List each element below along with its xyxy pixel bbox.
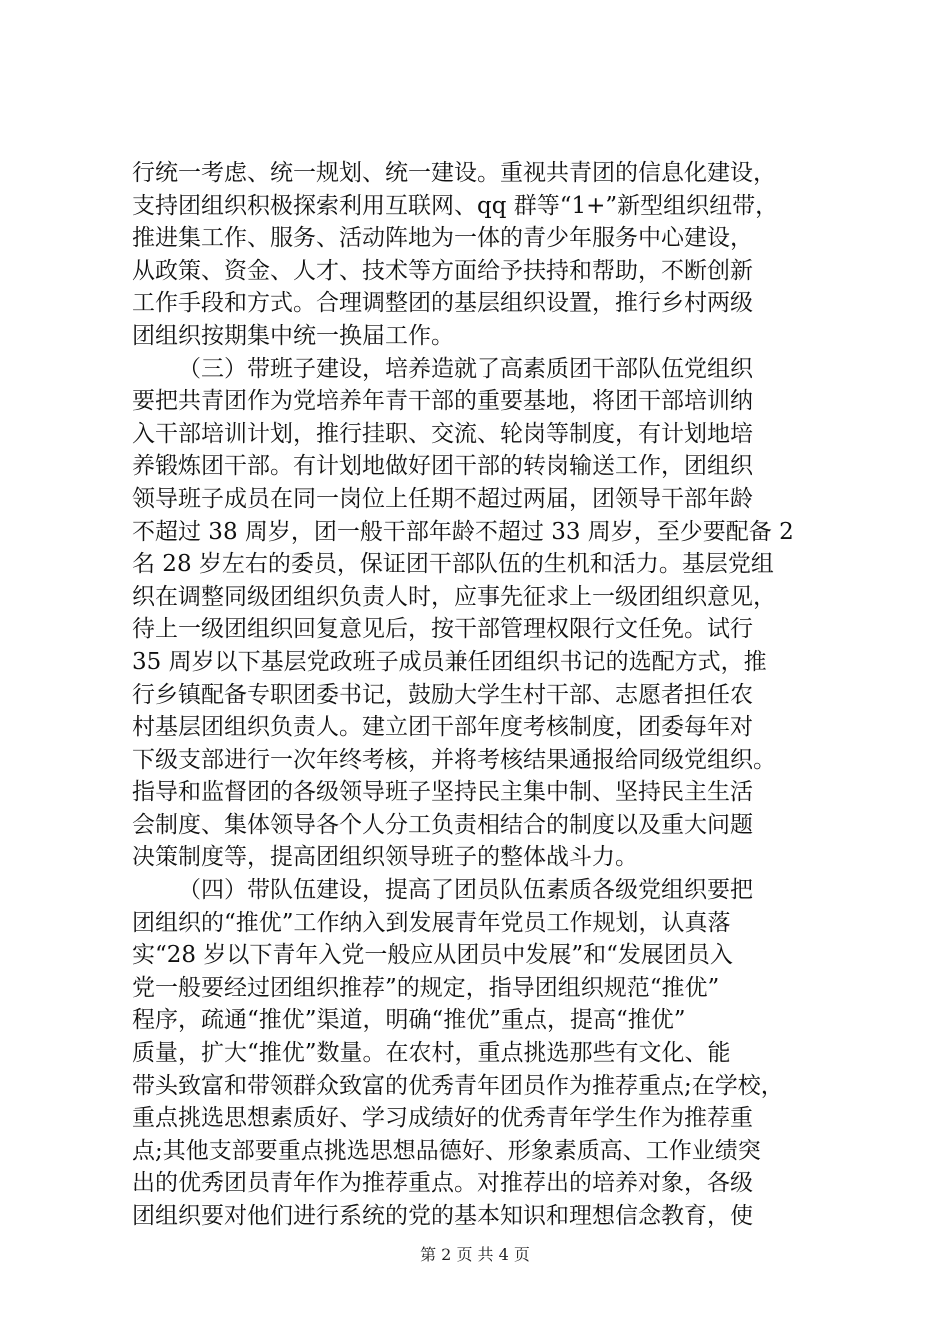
text-line: 出的优秀团员青年作为推荐重点。对推荐出的培养对象，各级 [132, 1170, 753, 1197]
text-line: 党一般要经过团组织推荐”的规定，指导团组织规范“推优” [132, 974, 720, 1001]
section-heading-line: （四）带队伍建设，提高了团员队伍素质各级党组织要把 [178, 877, 753, 904]
text-line: 入干部培训计划，推行挂职、交流、轮岗等制度，有计划地培 [132, 420, 753, 447]
text-line: 重点挑选思想素质好、学习成绩好的优秀青年学生作为推荐重 [132, 1105, 753, 1132]
text-line: 带头致富和带领群众致富的优秀青年团员作为推荐重点;在学校， [132, 1072, 784, 1099]
text-line: 工作手段和方式。合理调整团的基层组织设置，推行乡村两级 [132, 290, 753, 317]
text-line: 下级支部进行一次年终考核，并将考核结果通报给同级党组织。 [132, 746, 776, 773]
text-line: 实“28 岁以下青年入党一般应从团员中发展”和“发展团员入 [132, 942, 733, 969]
text-line: 支持团组织积极探索利用互联网、qq 群等“1+”新型组织纽带， [132, 192, 779, 219]
text-line: 35 周岁以下基层党政班子成员兼任团组织书记的选配方式，推 [132, 648, 767, 675]
text-line: 行乡镇配备专职团委书记，鼓励大学生村干部、志愿者担任农 [132, 681, 753, 708]
text-line: 要把共青团作为党培养年青干部的重要基地，将团干部培训纳 [132, 388, 753, 415]
text-line: 不超过 38 周岁，团一般干部年龄不超过 33 周岁，至少要配备 2 [132, 518, 794, 545]
document-body [132, 157, 832, 1233]
text-line: 团组织的“推优”工作纳入到发展青年党员工作规划，认真落 [132, 909, 731, 936]
text-line: 会制度、集体领导各个人分工负责相结合的制度以及重大问题 [132, 811, 753, 838]
text-line: 质量，扩大“推优”数量。在农村，重点挑选那些有文化、能 [132, 1040, 731, 1067]
text-line: 从政策、资金、人才、技术等方面给予扶持和帮助，不断创新 [132, 257, 753, 284]
text-line: 推进集工作、服务、活动阵地为一体的青少年服务中心建设， [132, 225, 753, 252]
text-line: 名 28 岁左右的委员，保证团干部队伍的生机和活力。基层党组 [132, 551, 774, 578]
text-line: 点;其他支部要重点挑选思想品德好、形象素质高、工作业绩突 [132, 1137, 761, 1164]
text-line: 待上一级团组织回复意见后，按干部管理权限行文任免。试行 [132, 616, 753, 643]
text-line: 决策制度等，提高团组织领导班子的整体战斗力。 [132, 844, 638, 871]
text-line: 团组织要对他们进行系统的党的基本知识和理想信念教育，使 [132, 1203, 753, 1229]
section-heading-line: （三）带班子建设，培养造就了高素质团干部队伍党组织 [178, 355, 753, 382]
text-line: 行统一考虑、统一规划、统一建设。重视共青团的信息化建设， [132, 160, 776, 186]
text-line: 村基层团组织负责人。建立团干部年度考核制度，团委每年对 [132, 714, 753, 741]
text-line: 养锻炼团干部。有计划地做好团干部的转岗输送工作，团组织 [132, 453, 753, 480]
page-number-footer: 第 2 页 共 4 页 [420, 1245, 530, 1264]
text-line: 指导和监督团的各级领导班子坚持民主集中制、坚持民主生活 [132, 779, 753, 806]
text-line: 程序，疏通“推优”渠道，明确“推优”重点，提高“推优” [132, 1007, 686, 1034]
text-line: 团组织按期集中统一换届工作。 [132, 322, 454, 349]
text-line: 领导班子成员在同一岗位上任期不超过两届，团领导干部年龄 [132, 485, 753, 512]
text-line: 织在调整同级团组织负责人时，应事先征求上一级团组织意见， [132, 583, 776, 610]
